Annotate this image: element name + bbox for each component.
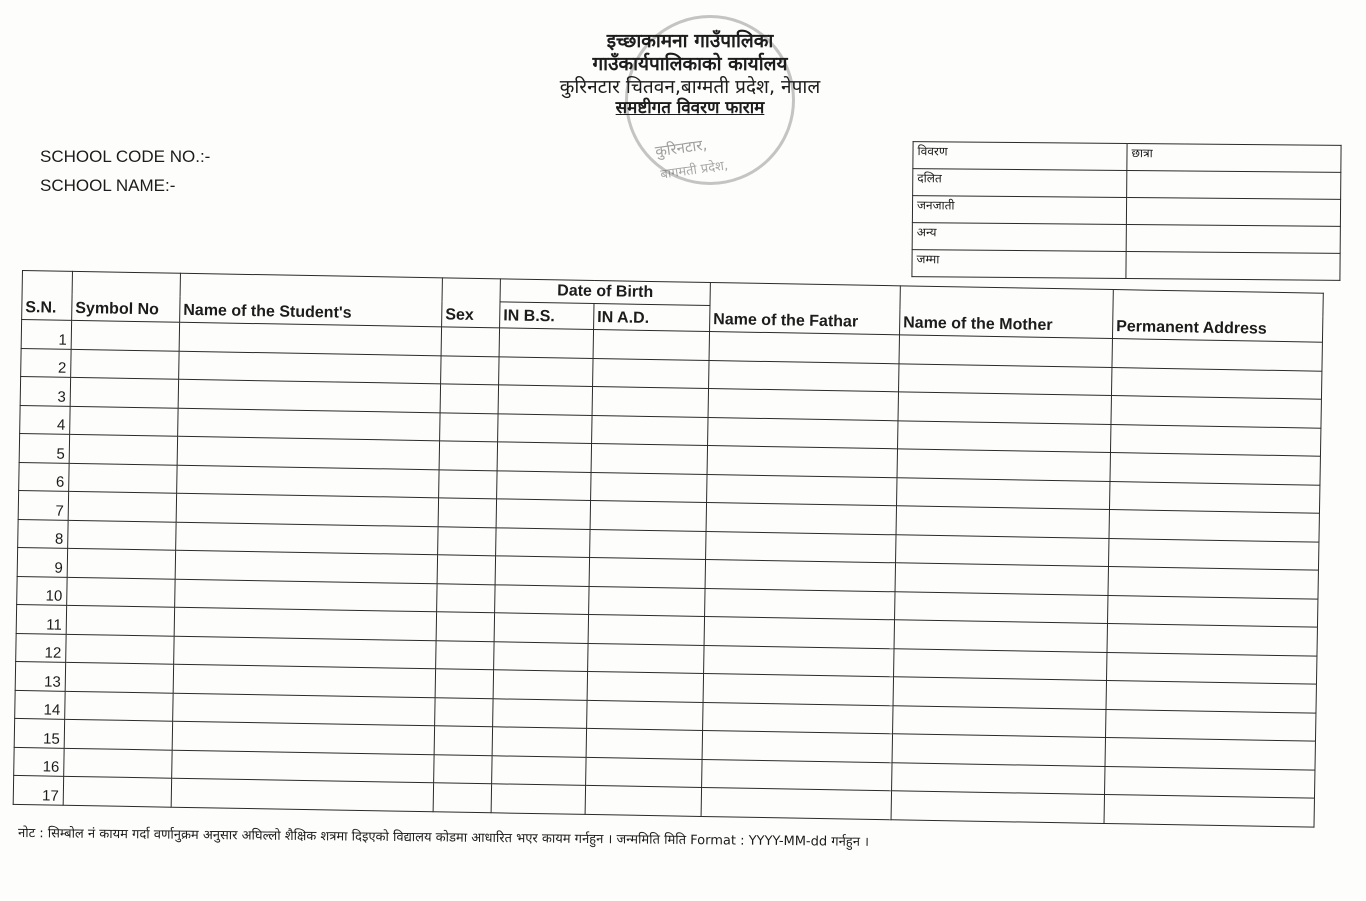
mother-name-cell[interactable]	[894, 648, 1107, 680]
student-name-cell[interactable]	[176, 493, 438, 526]
summary-value[interactable]	[1126, 224, 1340, 253]
sex-cell[interactable]	[439, 469, 497, 499]
school-code-label: SCHOOL CODE NO.:-	[40, 147, 211, 166]
father-name-cell[interactable]	[708, 388, 898, 420]
address-cell[interactable]	[1108, 538, 1318, 570]
father-name-cell[interactable]	[704, 645, 894, 677]
mother-name-cell[interactable]	[895, 563, 1108, 595]
symbol-no-cell[interactable]	[63, 776, 171, 806]
address-cell[interactable]	[1104, 794, 1314, 826]
row-number: 7	[18, 490, 68, 519]
sex-cell[interactable]	[436, 640, 494, 670]
mother-name-cell[interactable]	[895, 591, 1108, 623]
header-student-name: Name of the Student's	[180, 273, 443, 327]
symbol-no-cell[interactable]	[65, 662, 173, 692]
dob-ad-cell[interactable]	[589, 557, 705, 588]
municipality-name: इच्छाकामना गाउँपालिका	[606, 30, 774, 52]
summary-row	[912, 223, 1340, 254]
summary-row	[913, 142, 1341, 173]
header-dob-ad: IN A.D.	[594, 303, 710, 331]
sex-cell[interactable]	[437, 555, 495, 585]
symbol-no-cell[interactable]	[64, 719, 172, 749]
father-name-cell[interactable]	[702, 759, 892, 791]
student-name-cell[interactable]	[179, 322, 441, 355]
mother-name-cell[interactable]	[899, 363, 1112, 395]
dob-ad-cell[interactable]	[590, 500, 706, 531]
dob-bs-cell[interactable]	[499, 356, 593, 386]
symbol-no-cell[interactable]	[71, 349, 179, 379]
dob-bs-cell[interactable]	[497, 470, 591, 500]
header-sn: S.N.	[22, 271, 73, 321]
row-number: 13	[15, 661, 65, 690]
student-name-cell[interactable]	[171, 778, 433, 811]
summary-row	[913, 169, 1341, 200]
mother-name-cell[interactable]	[892, 734, 1105, 766]
sex-cell[interactable]	[436, 612, 494, 642]
sex-cell[interactable]	[435, 669, 493, 699]
dob-ad-cell[interactable]	[593, 358, 709, 389]
student-name-cell[interactable]	[172, 750, 434, 783]
row-number: 16	[14, 747, 64, 776]
summary-value[interactable]	[1126, 251, 1340, 280]
dob-ad-cell[interactable]	[587, 671, 703, 702]
sex-cell[interactable]	[438, 498, 496, 528]
symbol-no-cell[interactable]	[69, 434, 177, 464]
student-name-cell[interactable]	[174, 636, 436, 669]
address-cell[interactable]	[1105, 737, 1315, 769]
mother-name-cell[interactable]	[897, 477, 1110, 509]
dob-ad-cell[interactable]	[587, 700, 703, 731]
symbol-no-cell[interactable]	[67, 548, 175, 578]
student-name-cell[interactable]	[175, 550, 437, 583]
father-name-cell[interactable]	[706, 531, 896, 563]
sex-cell[interactable]	[437, 583, 495, 613]
dob-ad-cell[interactable]	[592, 415, 708, 446]
header-symbol-no: Symbol No	[72, 271, 181, 322]
row-number: 17	[13, 775, 63, 804]
dob-bs-cell[interactable]	[498, 385, 592, 415]
student-name-cell[interactable]	[178, 379, 440, 412]
summary-value[interactable]	[1126, 198, 1340, 227]
mother-name-cell[interactable]	[894, 620, 1107, 652]
summary-value[interactable]	[1127, 171, 1341, 200]
sex-cell[interactable]	[441, 355, 499, 385]
symbol-no-cell[interactable]	[71, 320, 179, 350]
symbol-no-cell[interactable]	[64, 748, 172, 778]
row-number: 15	[14, 718, 64, 747]
dob-bs-cell[interactable]	[496, 499, 590, 529]
student-name-cell[interactable]	[174, 607, 436, 640]
student-name-cell[interactable]	[173, 664, 435, 697]
student-name-cell[interactable]	[179, 351, 441, 384]
address-cell[interactable]	[1107, 595, 1317, 627]
dob-bs-cell[interactable]	[494, 641, 588, 671]
summary-row	[912, 196, 1340, 227]
mother-name-cell[interactable]	[898, 392, 1111, 424]
header-father-name: Name of the Fathar	[710, 283, 901, 335]
row-number: 6	[19, 462, 69, 491]
sex-cell[interactable]	[438, 526, 496, 556]
summary-label: जम्मा	[912, 250, 1126, 279]
row-number: 4	[20, 405, 70, 434]
address-cell[interactable]	[1111, 367, 1321, 399]
form-header	[520, 30, 860, 119]
father-name-cell[interactable]	[701, 787, 891, 819]
seal-text: कुरिनटार,	[654, 135, 709, 161]
student-name-cell[interactable]	[178, 408, 440, 441]
row-number: 10	[17, 576, 67, 605]
father-name-cell[interactable]	[708, 417, 898, 449]
sex-cell[interactable]	[434, 726, 492, 756]
row-number: 2	[21, 348, 71, 377]
address-cell[interactable]	[1107, 652, 1317, 684]
address-cell[interactable]	[1108, 567, 1318, 599]
father-name-cell[interactable]	[704, 616, 894, 648]
dob-bs-cell[interactable]	[498, 413, 592, 443]
dob-ad-cell[interactable]	[591, 472, 707, 503]
address-cell[interactable]	[1110, 453, 1320, 485]
dob-bs-cell[interactable]	[494, 613, 588, 643]
seal-text-2: बागमती प्रदेश,	[659, 158, 729, 183]
mother-name-cell[interactable]	[893, 677, 1106, 709]
dob-ad-cell[interactable]	[586, 757, 702, 788]
father-name-cell[interactable]	[707, 474, 897, 506]
form-title: समष्टीगत विवरण फाराम	[615, 98, 765, 119]
symbol-no-cell[interactable]	[70, 377, 178, 407]
address-cell[interactable]	[1111, 396, 1321, 428]
student-name-cell[interactable]	[175, 579, 437, 612]
mother-name-cell[interactable]	[896, 506, 1109, 538]
footer-note: नोट : सिम्बोल नं कायम गर्दा वर्णानुक्रम अनुसार अघिल्लो शैक्षिक शत्रमा दिइएको विद्यालय कोडमा आधारित भएर कायम गर्नहुन । जन्ममिति मिति Format : YYYY-MM-dd गर्नहुन ।	[17, 826, 870, 850]
header-sex: Sex	[442, 278, 501, 328]
row-number: 1	[21, 320, 71, 349]
dob-ad-cell[interactable]	[585, 785, 701, 816]
row-number: 11	[16, 604, 66, 633]
mother-name-cell[interactable]	[891, 791, 1104, 823]
row-number: 12	[16, 633, 66, 662]
dob-ad-cell[interactable]	[590, 529, 706, 560]
student-name-cell[interactable]	[176, 522, 438, 555]
dob-bs-cell[interactable]	[499, 328, 593, 358]
sex-cell[interactable]	[439, 441, 497, 471]
header-dob-bs: IN B.S.	[500, 302, 594, 330]
student-name-cell[interactable]	[173, 693, 435, 726]
symbol-no-cell[interactable]	[66, 605, 174, 635]
row-number: 5	[19, 433, 69, 462]
student-table	[13, 270, 1324, 827]
father-name-cell[interactable]	[705, 559, 895, 591]
father-name-cell[interactable]	[705, 588, 895, 620]
mother-name-cell[interactable]	[892, 762, 1105, 794]
header-permanent-address: Permanent Address	[1112, 290, 1323, 343]
dob-bs-cell[interactable]	[492, 727, 586, 757]
dob-bs-cell[interactable]	[497, 442, 591, 472]
mother-name-cell[interactable]	[899, 335, 1112, 367]
sex-cell[interactable]	[434, 754, 492, 784]
summary-label: अन्य	[912, 223, 1126, 252]
dob-ad-cell[interactable]	[586, 728, 702, 759]
sex-cell[interactable]	[441, 327, 499, 357]
mother-name-cell[interactable]	[897, 449, 1110, 481]
symbol-no-cell[interactable]	[66, 634, 174, 664]
dob-ad-cell[interactable]	[588, 643, 704, 674]
office-name: गाउँकार्यपालिकाको कार्यालय	[592, 52, 788, 75]
office-address: कुरिनटार चितवन,बाग्मती प्रदेश, नेपाल	[559, 75, 821, 98]
address-cell[interactable]	[1110, 424, 1320, 456]
address-cell[interactable]	[1112, 339, 1322, 371]
address-cell[interactable]	[1107, 623, 1317, 655]
sex-cell[interactable]	[440, 412, 498, 442]
symbol-no-cell[interactable]	[68, 491, 176, 521]
father-name-cell[interactable]	[706, 502, 896, 534]
row-number: 8	[18, 519, 68, 548]
address-cell[interactable]	[1109, 481, 1319, 513]
mother-name-cell[interactable]	[898, 420, 1111, 452]
dob-ad-cell[interactable]	[589, 586, 705, 617]
dob-ad-cell[interactable]	[588, 614, 704, 645]
summary-table	[911, 141, 1341, 281]
symbol-no-cell[interactable]	[67, 577, 175, 607]
sex-cell[interactable]	[435, 697, 493, 727]
student-name-cell[interactable]	[177, 465, 439, 498]
sex-cell[interactable]	[433, 783, 491, 813]
address-cell[interactable]	[1105, 766, 1315, 798]
row-number: 14	[15, 690, 65, 719]
symbol-no-cell[interactable]	[65, 691, 173, 721]
summary-label: दलित	[913, 169, 1127, 198]
dob-bs-cell[interactable]	[496, 527, 590, 557]
header-mother-name: Name of the Mother	[900, 286, 1114, 339]
address-cell[interactable]	[1109, 510, 1319, 542]
symbol-no-cell[interactable]	[69, 463, 177, 493]
mother-name-cell[interactable]	[896, 534, 1109, 566]
father-name-cell[interactable]	[709, 332, 899, 364]
mother-name-cell[interactable]	[893, 705, 1106, 737]
sex-cell[interactable]	[440, 384, 498, 414]
father-name-cell[interactable]	[702, 730, 892, 762]
address-cell[interactable]	[1106, 709, 1316, 741]
address-cell[interactable]	[1106, 680, 1316, 712]
symbol-no-cell[interactable]	[68, 520, 176, 550]
student-name-cell[interactable]	[177, 436, 439, 469]
summary-row	[912, 250, 1340, 281]
dob-bs-cell[interactable]	[492, 755, 586, 785]
dob-bs-cell[interactable]	[493, 698, 587, 728]
dob-ad-cell[interactable]	[593, 329, 709, 360]
symbol-no-cell[interactable]	[70, 406, 178, 436]
school-name-label: SCHOOL NAME:-	[40, 176, 176, 195]
dob-ad-cell[interactable]	[591, 443, 707, 474]
row-number: 9	[17, 547, 67, 576]
father-name-cell[interactable]	[703, 702, 893, 734]
dob-bs-cell[interactable]	[495, 584, 589, 614]
student-name-cell[interactable]	[172, 721, 434, 754]
father-name-cell[interactable]	[703, 673, 893, 705]
summary-label: जनजाती	[912, 196, 1126, 225]
dob-bs-cell[interactable]	[495, 556, 589, 586]
dob-bs-cell[interactable]	[493, 670, 587, 700]
father-name-cell[interactable]	[709, 360, 899, 392]
row-number: 3	[20, 376, 70, 405]
summary-value[interactable]: छात्रा	[1127, 144, 1341, 173]
header-date-of-birth: Date of Birth	[500, 279, 710, 306]
dob-bs-cell[interactable]	[491, 784, 585, 814]
summary-label: विवरण	[913, 142, 1127, 171]
dob-ad-cell[interactable]	[592, 386, 708, 417]
father-name-cell[interactable]	[707, 445, 897, 477]
